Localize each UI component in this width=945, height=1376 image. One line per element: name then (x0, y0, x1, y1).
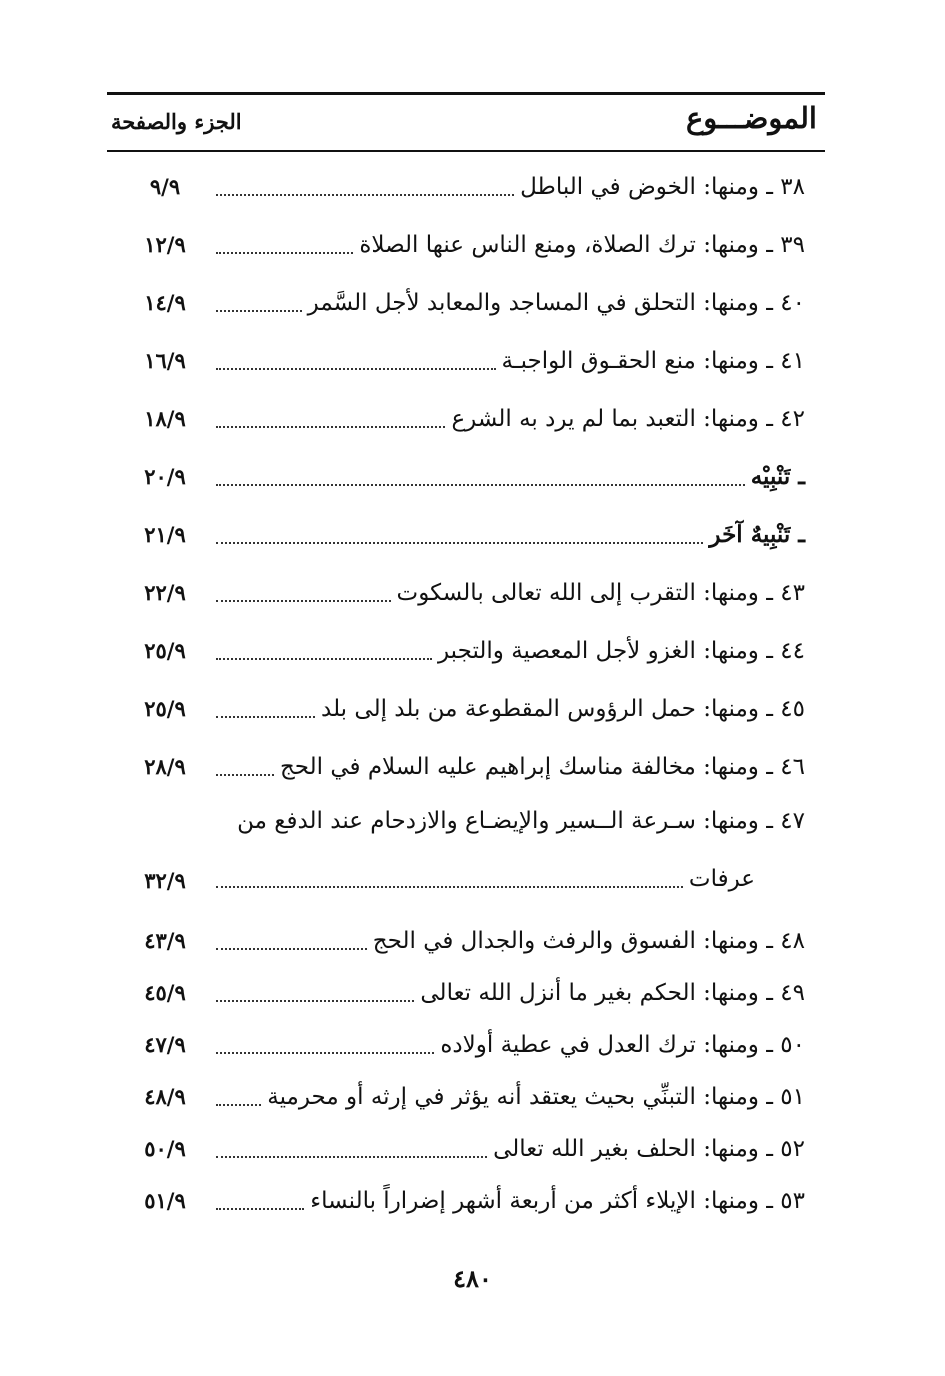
header-page-ref-label: الجزء والصفحة (111, 109, 242, 134)
toc-entry-page: ١٦/٩ (144, 348, 186, 373)
toc-entry-page: ٢٠/٩ (144, 464, 186, 489)
toc-entry-title: ٣٩ ـ ومنها: ترك الصلاة، ومنع الناس عنها الصلاة (359, 232, 805, 258)
toc-entry-page: ١٨/٩ (144, 406, 186, 431)
toc-entry-page: ٢٥/٩ (144, 638, 186, 663)
dot-leader (216, 252, 353, 254)
header-topic-label: الموضـــوع (685, 101, 817, 135)
toc-entry-title: ٤٦ ـ ومنها: مخالفة مناسك إبراهيم عليه السلام في الحج (279, 754, 805, 780)
toc-entry-page: ٤٨/٩ (144, 1084, 186, 1109)
dot-leader (216, 658, 432, 660)
toc-entry (107, 1020, 825, 1064)
dot-leader (216, 886, 683, 888)
toc-entry (107, 220, 825, 264)
toc-entry (107, 1176, 825, 1220)
toc-entry-page: ٤٧/٩ (144, 1032, 186, 1057)
toc-entry (107, 452, 825, 496)
dot-leader (216, 1104, 261, 1106)
toc-entry-title: ٥٠ ـ ومنها: ترك العدل في عطية أولاده (440, 1032, 805, 1058)
dot-leader (216, 948, 367, 950)
toc-entry-page: ٣٢/٩ (144, 868, 186, 893)
dot-leader (216, 1000, 414, 1002)
dot-leader (216, 426, 445, 428)
toc-entry (107, 684, 825, 728)
toc-entry-page: ٢٢/٩ (144, 580, 186, 605)
toc-entry (107, 1072, 825, 1116)
dot-leader (216, 716, 315, 718)
toc-entry-page: ٥١/٩ (144, 1188, 186, 1213)
toc-entry-title: ٤٣ ـ ومنها: التقرب إلى الله تعالى بالسكوت (396, 580, 805, 606)
toc-entry (107, 510, 825, 554)
toc-entry (107, 1124, 825, 1168)
toc-entry-title: ٤١ ـ ومنها: منع الحقـوق الواجبـة (501, 348, 805, 374)
toc-entry-title: ٣٨ ـ ومنها: الخوض في الباطل (520, 174, 805, 200)
toc-entry-page: ٢١/٩ (144, 522, 186, 547)
dot-leader (216, 600, 391, 602)
toc-entry-page: ٥٠/٩ (144, 1136, 186, 1161)
toc-entry-title: ـ تَنْبِيهٌ آخَر (709, 521, 805, 548)
toc-entry-page: ٢٥/٩ (144, 696, 186, 721)
dot-leader (216, 310, 302, 312)
toc-entry-title: ٤٤ ـ ومنها: الغزو لأجل المعصية والتجبر (437, 638, 805, 664)
toc-entry (107, 626, 825, 670)
toc-entry-title: ٥٣ ـ ومنها: الإيلاء أكثر من أربعة أشهر إضراراً بالنساء (310, 1188, 805, 1214)
toc-entry (107, 162, 825, 206)
toc-entry-page: ٢٨/٩ (144, 754, 186, 779)
toc-entry-title: ٥٢ ـ ومنها: الحلف بغير الله تعالى (493, 1136, 805, 1162)
dot-leader (216, 1052, 434, 1054)
dot-leader (216, 774, 274, 776)
toc-entry (107, 568, 825, 612)
dot-leader (216, 484, 745, 486)
dot-leader (216, 1156, 487, 1158)
dot-leader (216, 542, 703, 544)
toc-entry-page: ٩/٩ (149, 174, 181, 199)
toc-entry-title-line1: ٤٧ ـ ومنها: سـرعة الــسير والإيضـاع والازدحام عند الدفع من (237, 808, 805, 834)
toc-entry-title: ٤٠ ـ ومنها: التحلق في المساجد والمعابد لأجل السَّمر (307, 290, 805, 316)
toc-entry-title: ٤٨ ـ ومنها: الفسوق والرفث والجدال في الحج (372, 928, 805, 954)
dot-leader (216, 368, 496, 370)
toc-entry-multiline (107, 800, 825, 900)
header-bottom-rule (107, 150, 825, 152)
toc-entry-page: ١٢/٩ (144, 232, 186, 257)
toc-entry (107, 968, 825, 1012)
dot-leader (216, 194, 514, 196)
toc-entry (107, 916, 825, 960)
toc-entry-title: ٤٩ ـ ومنها: الحكم بغير ما أنزل الله تعالى (420, 980, 805, 1006)
toc-entry (107, 278, 825, 322)
toc-entry-title: ٥١ ـ ومنها: التبنِّي بحيث يعتقد أنه يؤثر في إرثه أو محرمية (267, 1084, 805, 1110)
toc-entry-page: ٤٥/٩ (144, 980, 186, 1005)
toc-entry-page: ٤٣/٩ (144, 928, 186, 953)
toc-entry (107, 394, 825, 438)
toc-entry (107, 336, 825, 380)
toc-entry-title-line2: عرفات (688, 866, 755, 892)
toc-entry-title: ـ تَنْبِيْه (750, 463, 805, 490)
toc-entry-title: ٤٢ ـ ومنها: التعبد بما لم يرد به الشرع (451, 406, 805, 432)
toc-entry (107, 742, 825, 786)
page-number: ٤٨٠ (453, 1264, 492, 1293)
toc-entry-page: ١٤/٩ (144, 290, 186, 315)
header-top-rule (107, 92, 825, 95)
toc-entry-title: ٤٥ ـ ومنها: حمل الرؤوس المقطوعة من بلد إلى بلد (321, 696, 805, 722)
dot-leader (216, 1208, 304, 1210)
